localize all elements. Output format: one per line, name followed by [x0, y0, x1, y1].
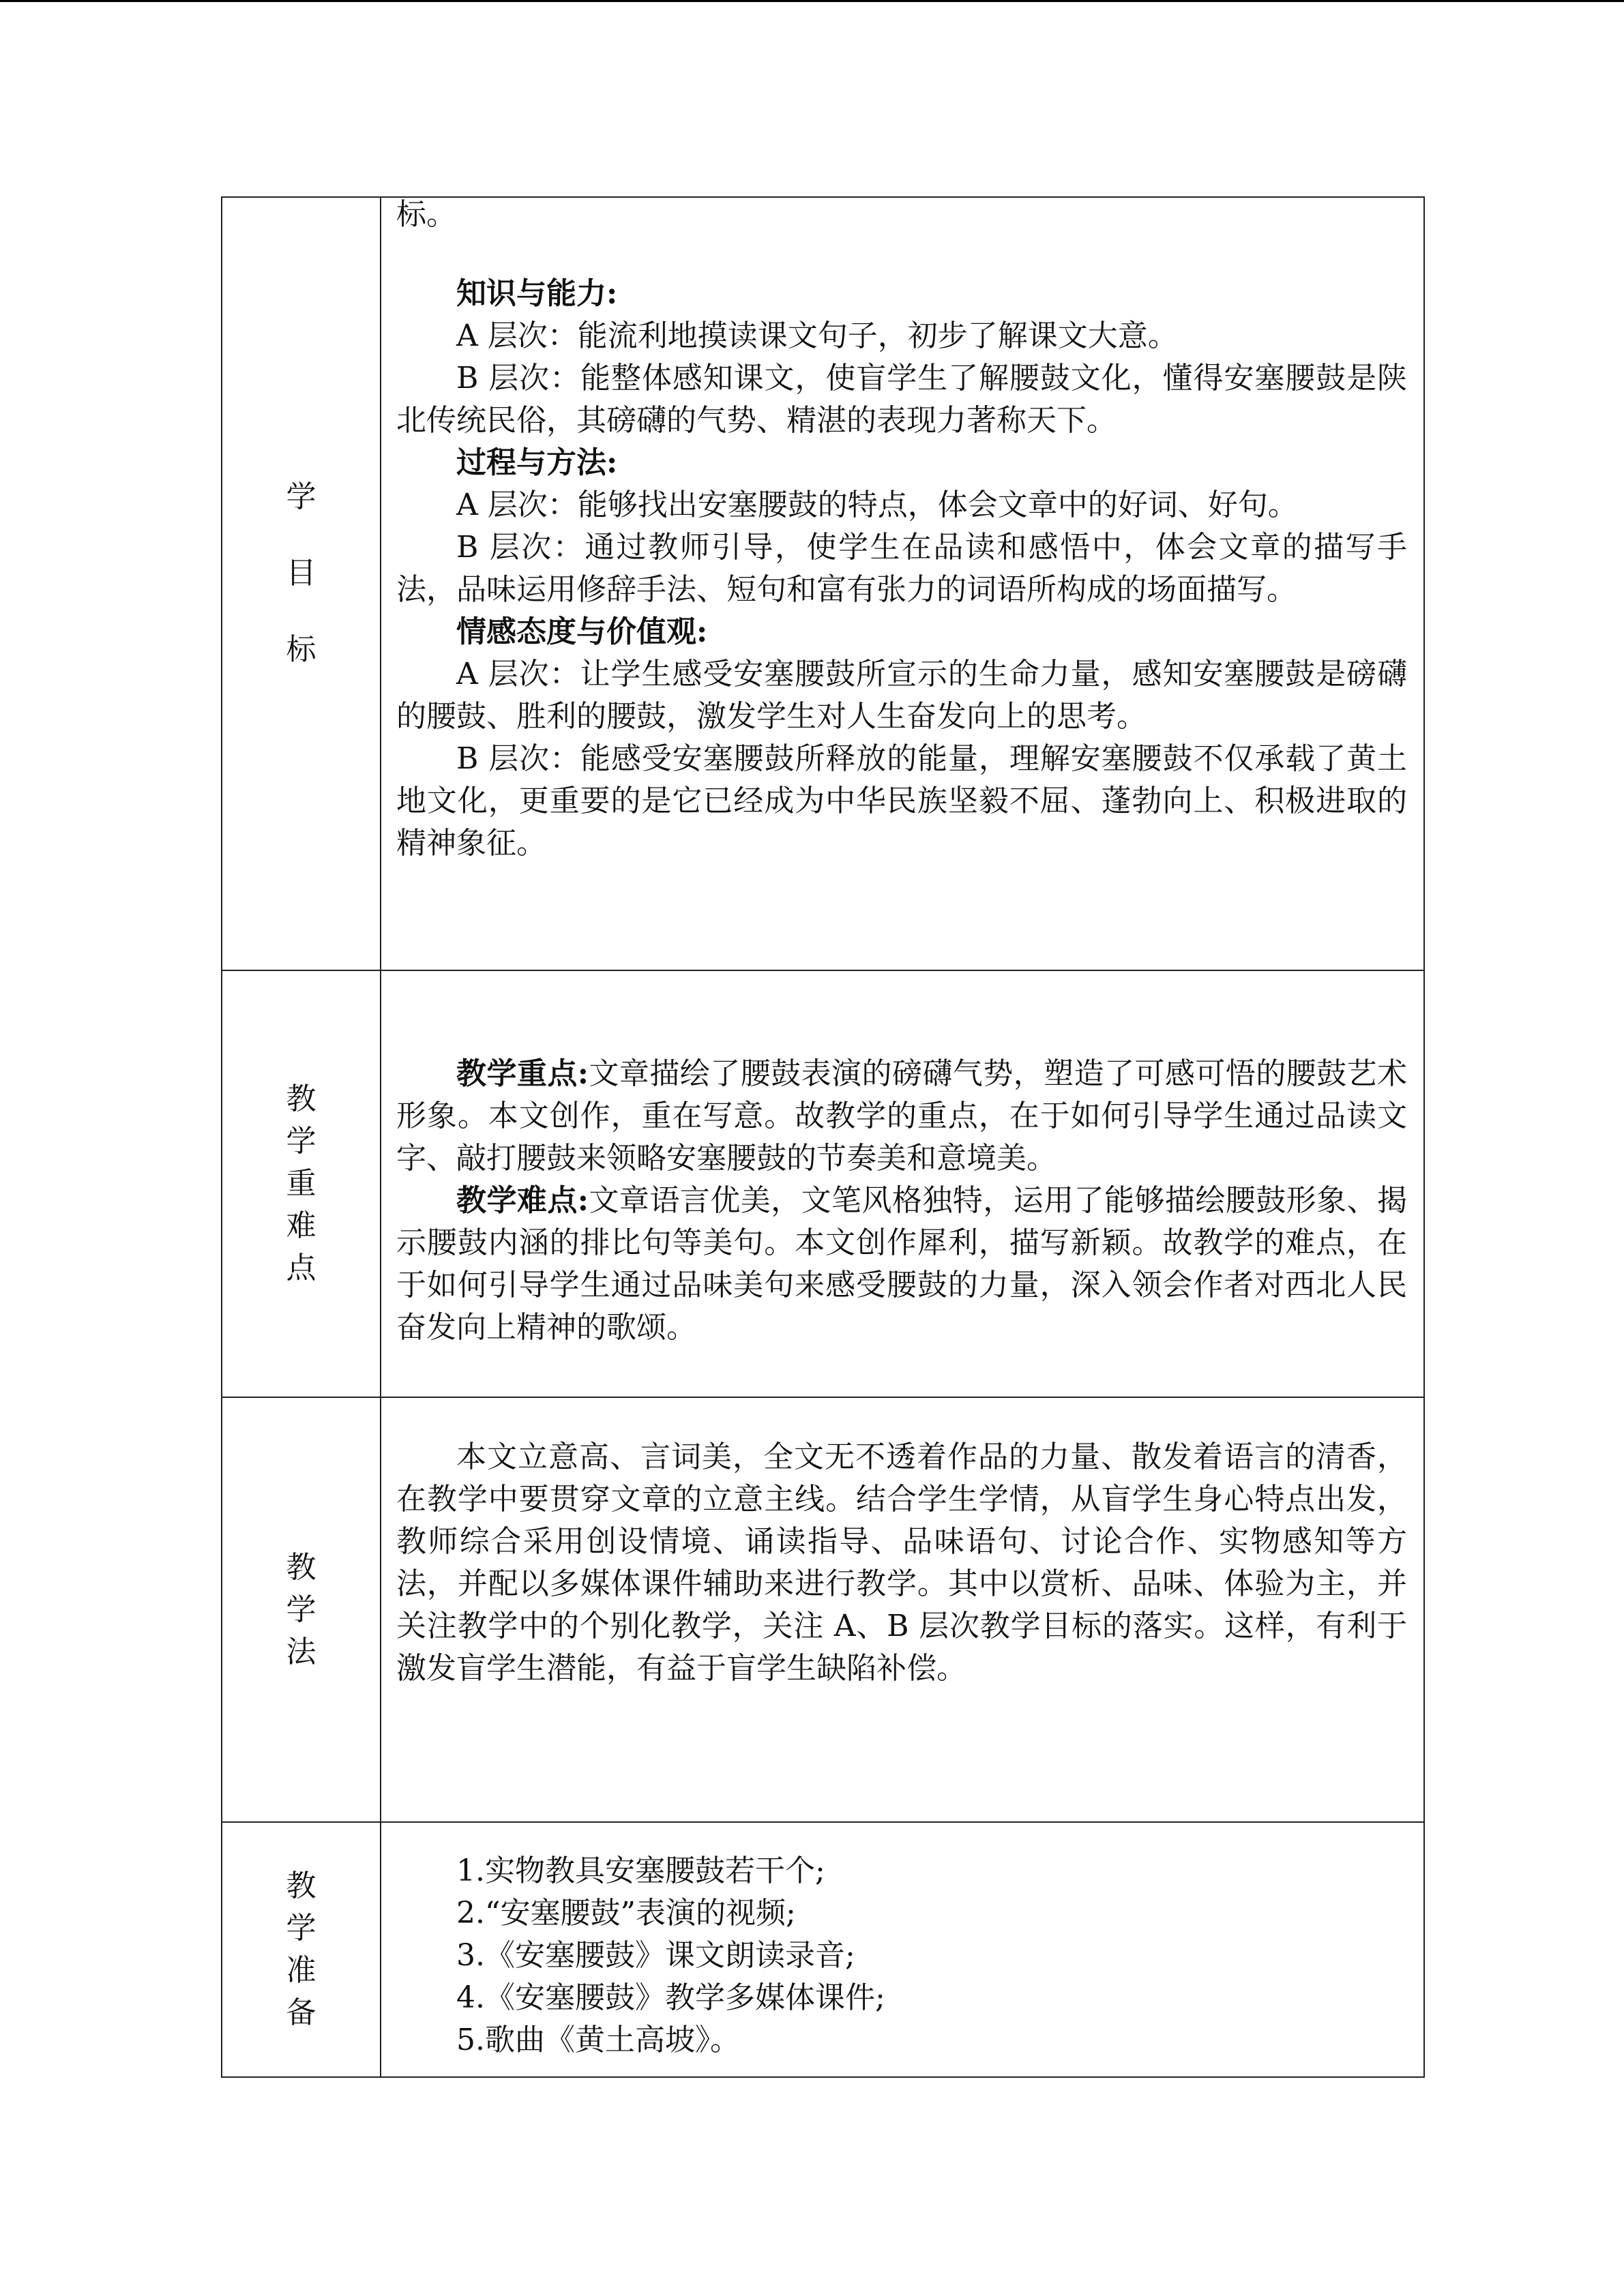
- objectives-content: [381, 197, 1424, 970]
- row-label-preparation: [222, 1822, 381, 2077]
- list-item: 2.“安塞腰鼓”表演的视频;: [456, 1896, 796, 1930]
- label-char: 教: [286, 1082, 316, 1116]
- page-top-border: [0, 0, 1624, 2]
- section-heading-attitude: 情感态度与价值观:: [456, 614, 708, 649]
- key-point-text: 文章描绘了腰鼓表演的磅礴气势，塑造了可感可悟的腰鼓艺术形象。本文创作，重在写意。故教学的重点，在于如何引导学生通过品读文字、敲打腰鼓来领略安塞腰鼓的节奏美和意境美。: [396, 1056, 1408, 1176]
- list-item: 4.《安塞腰鼓》教学多媒体课件;: [456, 1980, 885, 2015]
- label-char: 法: [286, 1634, 316, 1669]
- list-item: 5.歌曲《黄土高坡》。: [456, 2023, 740, 2057]
- key-points-content: [381, 970, 1424, 1397]
- objective-attitude-a: A 层次：让学生感受安塞腰鼓所宣示的生命力量，感知安塞腰鼓是磅礴的腰鼓、胜利的腰鼓，激发学生对人生奋发向上的思考。: [396, 657, 1407, 734]
- objective-knowledge-b: B 层次：能整体感知课文，使盲学生了解腰鼓文化，懂得安塞腰鼓是陕北传统民俗，其磅礴的气势、精湛的表现力著称天下。: [396, 361, 1407, 438]
- table-row-key-points: [222, 970, 1424, 1397]
- label-char: 学: [286, 1592, 316, 1627]
- list-item: 1.实物教具安塞腰鼓若干个;: [456, 1853, 825, 1888]
- row-label-key-points: [222, 970, 381, 1397]
- lesson-plan-table: [221, 196, 1425, 2078]
- section-heading-knowledge: 知识与能力:: [456, 276, 618, 311]
- label-char: 教: [286, 1549, 316, 1585]
- list-item: 3.《安塞腰鼓》课文朗读录音;: [456, 1938, 855, 1973]
- key-point-heading: 教学重点:: [456, 1056, 589, 1091]
- difficulty-paragraph: [396, 1180, 1407, 1349]
- difficulty-heading: 教学难点:: [456, 1183, 589, 1218]
- label-char: 准: [286, 1953, 316, 1988]
- table-row-objectives: [222, 197, 1424, 970]
- section-heading-process: 过程与方法:: [456, 445, 618, 480]
- objective-attitude-b: B 层次：能感受安塞腰鼓所释放的能量，理解安塞腰鼓不仅承载了黄土地文化，更重要的是它已经成为中华民族坚毅不屈、蓬勃向上、积极进取的精神象征。: [396, 741, 1407, 861]
- label-char: 教: [286, 1868, 316, 1903]
- difficulty-text: 文章语言优美，文笔风格独特，运用了能够描绘腰鼓形象、揭示腰鼓内涵的排比句等美句。本文创作犀利，描写新颖。故教学的难点，在于如何引导学生通过品味美句来感受腰鼓的力量，深入领会作者对西北人民奋发向上精神的歌颂。: [396, 1183, 1408, 1345]
- method-content: [381, 1397, 1424, 1822]
- objective-process-a: A 层次：能够找出安塞腰鼓的特点，体会文章中的好词、好句。: [456, 488, 1298, 522]
- label-char: 备: [286, 1995, 316, 2030]
- continued-text: 标。: [396, 197, 456, 232]
- objective-process-b: B 层次：通过教师引导，使学生在品读和感悟中，体会文章的描写手法，品味运用修辞手法、短句和富有张力的词语所构成的场面描写。: [396, 530, 1407, 607]
- row-label-objectives: [222, 197, 381, 970]
- label-char: 学: [286, 1911, 316, 1945]
- table-row-preparation: [222, 1822, 1424, 2077]
- label-char: 点: [286, 1251, 316, 1285]
- label-char: 目: [286, 556, 316, 591]
- label-char: 重: [286, 1166, 316, 1201]
- row-label-method: [222, 1397, 381, 1822]
- label-char: 标: [286, 632, 316, 667]
- table-row-method: [222, 1397, 1424, 1822]
- label-char: 难: [286, 1208, 316, 1243]
- key-point-paragraph: [396, 1053, 1407, 1180]
- objective-knowledge-a: A 层次：能流利地摸读课文句子，初步了解课文大意。: [456, 318, 1178, 353]
- method-paragraph: 本文立意高、言词美，全文无不透着作品的力量、散发着语言的清香，在教学中要贯穿文章的立意主线。结合学生学情，从盲学生身心特点出发，教师综合采用创设情境、诵读指导、品味语句、讨论合作、实物感知等方法，并配以多媒体课件辅助来进行教学。其中以赏析、品味、体验为主，并关注教学中的个别化教学，关注 A、B 层次教学目标的落实。这样，有利于激发盲学生潜能，有益于盲学生缺陷补偿。: [396, 1440, 1407, 1686]
- label-char: 学: [286, 1124, 316, 1159]
- preparation-content: [381, 1822, 1424, 2077]
- label-char: 学: [286, 479, 316, 514]
